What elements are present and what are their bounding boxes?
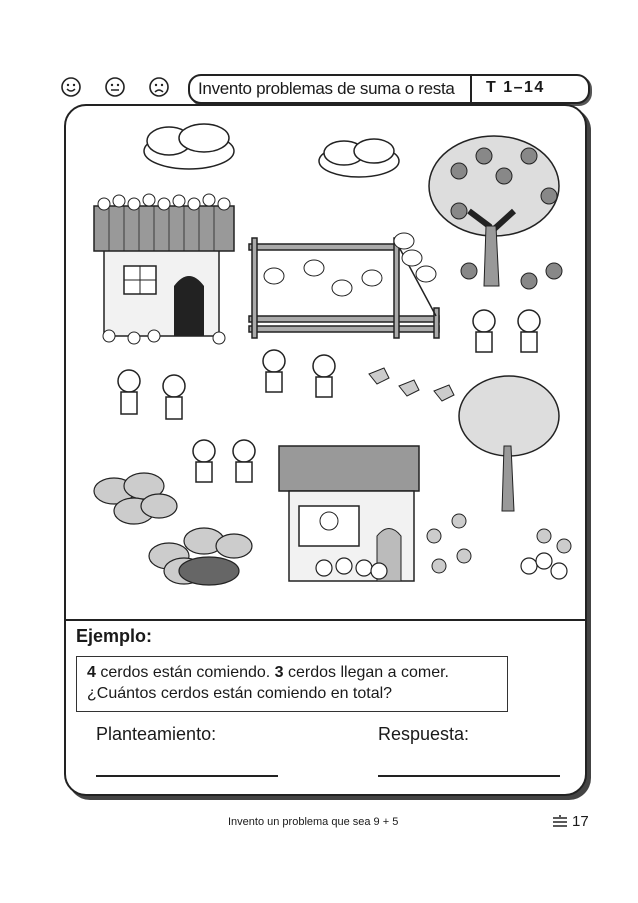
title-bar [188,74,590,104]
page-header [60,72,588,102]
cloud-icon [319,139,399,177]
footer-instruction: Invento un problema que sea 9 + 5 [228,816,399,828]
apple-tree-illustration [429,136,562,289]
example-text: cerdos llegan a comer. [283,664,449,681]
example-text: cerdos están comiendo. [95,664,275,681]
example-heading: Ejemplo: [76,626,153,646]
worksheet-card [64,104,587,796]
example-box [76,656,508,712]
bird-icon [369,368,454,401]
planteamiento-answer-line[interactable] [96,775,278,777]
tree-illustration [459,376,559,511]
page-title: Invento problemas de suma o resta [198,79,455,98]
chick-icon [264,233,436,296]
stack-icon [552,815,568,829]
respuesta-answer-line[interactable] [378,775,560,777]
lesson-code: T 1–14 [486,79,545,96]
house-illustration [94,194,234,344]
happy-face-icon[interactable] [60,76,82,98]
section-divider [66,619,585,621]
sad-face-icon[interactable] [148,76,170,98]
title-separator [470,76,472,102]
neutral-face-icon[interactable] [104,76,126,98]
planteamiento-label: Planteamiento: [96,724,217,744]
trough-icon [179,557,239,585]
farm-illustration [74,116,574,616]
respuesta-label: Respuesta: [378,724,470,744]
example-line-1 [87,664,449,682]
example-number: 4 [87,664,96,681]
example-number: 3 [274,664,284,681]
cloud-icon [144,124,234,169]
example-line-2: ¿Cuántos cerdos están comiendo en total? [87,685,393,702]
page-number: 17 [572,813,589,830]
